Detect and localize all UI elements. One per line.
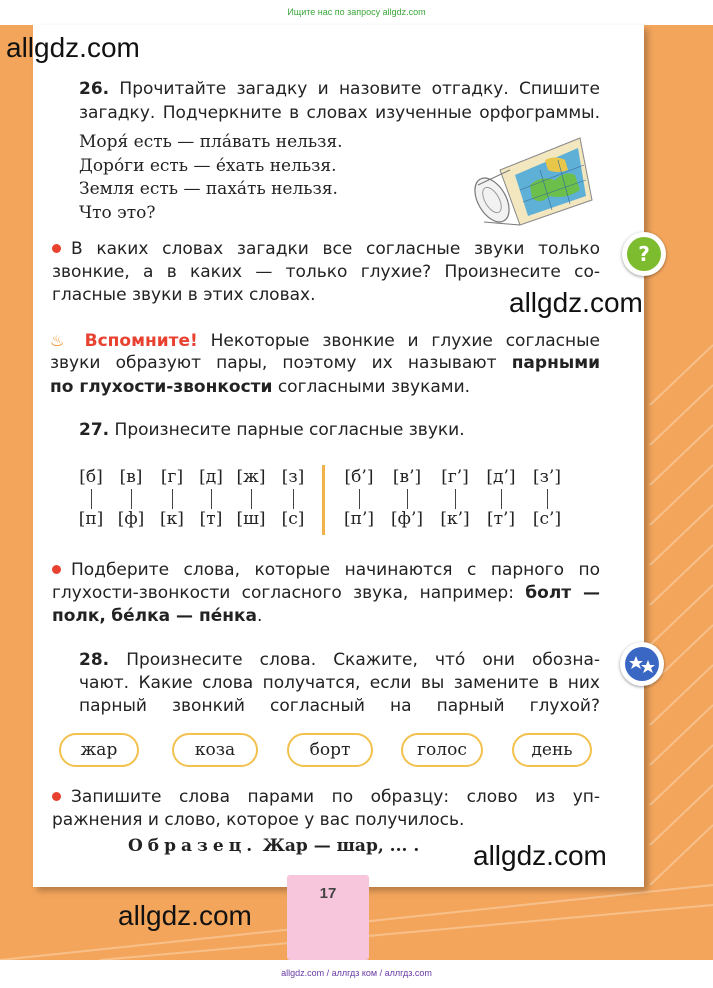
watermark: allgdz.com — [473, 840, 607, 871]
watermark: allgdz.com — [6, 32, 140, 63]
riddle-line: Моря́ есть — пла́вать нельзя. — [79, 132, 343, 152]
word-bubble: коза — [172, 733, 258, 767]
sound-pair: [г’] [к’] — [440, 467, 470, 529]
bullet-icon — [52, 565, 61, 574]
page-number: 17 — [287, 875, 369, 960]
sound-pair: [з] [с] — [281, 467, 305, 529]
sound-pair: [ж] [ш] — [236, 467, 266, 529]
ex26-task-line1: 26. Прочитайте загадку и назовите отгадку. Спишите — [79, 79, 601, 99]
bottom-note: allgdz.com / аллгдз ком / аллгдз.com — [281, 968, 432, 978]
remember-line1: ♨ Вспомните! Некоторые звонкие и глухие согласные — [50, 331, 600, 351]
sound-pair: [д’] [т’] — [486, 467, 516, 529]
ex28-question-line1: Запишите слова парами по образцу: слово из уп- — [52, 786, 600, 809]
sound-pair: [з’] [с’] — [532, 467, 562, 529]
sound-pair: [в] [ф] — [117, 467, 145, 529]
bullet-icon — [52, 792, 61, 801]
remember-line3: по глухости-звонкости согласными звуками. — [50, 377, 471, 397]
bullet-icon — [52, 244, 61, 253]
word-bubble: день — [512, 733, 592, 767]
word-bubble: борт — [287, 733, 373, 767]
ex28-task-line3: парный звонкий согласный на парный глухой? — [79, 696, 600, 716]
ex26-question-line1: В каких словах загадки все согласные звуки только — [52, 238, 600, 261]
watermark: allgdz.com — [509, 287, 643, 318]
sound-pair: [д] [т] — [199, 467, 223, 529]
ex28-task-line1: 28. Произнесите слова. Скажите, что́ они обозна- — [79, 650, 600, 670]
ex27-question-line1: Подберите слова, которые начинаются с парного по — [52, 559, 600, 582]
ex27-question-line2: глухости-звонкости согласного звука, например: болт — — [52, 583, 600, 603]
watermark: allgdz.com — [118, 900, 252, 931]
riddle-line: Доро́ги есть — е́хать нельзя. — [79, 156, 337, 176]
ex27-task: 27. Произнесите парные согласные звуки. — [79, 420, 465, 440]
sound-pair: [б’] [п’] — [344, 467, 374, 529]
riddle-line: Что это? — [79, 203, 156, 223]
pairs-divider — [322, 465, 325, 535]
flame-icon: ♨ — [50, 331, 72, 350]
ex28-question-line2: ражнения и слово, которое у вас получилось. — [52, 810, 465, 830]
riddle-line: Земля есть — паха́ть нельзя. — [79, 179, 338, 199]
ex26-question-line2: звонкие, а в каких — только глухие? Произнесите со- — [52, 262, 600, 282]
ex26-number: 26. — [79, 79, 110, 99]
sound-pair: [г] [к] — [160, 467, 184, 529]
ex28-task-line2: чают. Какие слова получатся, если вы замените в них — [79, 673, 600, 693]
word-bubble: жар — [59, 733, 139, 767]
sample-label: Образец. — [128, 836, 258, 856]
sound-pair: [в’] [ф’] — [391, 467, 423, 529]
sound-pair: [б] [п] — [78, 467, 104, 529]
question-icon — [622, 232, 666, 276]
ex26-question-line3: гласные звуки в этих словах. — [52, 285, 316, 305]
word-bubble: голос — [401, 733, 483, 767]
rolled-map-illustration — [470, 130, 595, 230]
sample-text: Жар — шар, ... . — [262, 836, 420, 856]
sample-line — [128, 836, 419, 856]
stars-icon — [620, 642, 664, 686]
ex27-question-line3: полк, бе́лка — пе́нка. — [52, 606, 263, 626]
ex26-task-line2: загадку. Подчеркните в словах изученные орфограммы. — [79, 103, 600, 123]
remember-line2: звуки образуют пары, поэтому их называют парными — [50, 353, 600, 373]
top-note: Ищите нас по запросу allgdz.com — [287, 7, 426, 17]
svg-text:?: ? — [638, 242, 650, 266]
